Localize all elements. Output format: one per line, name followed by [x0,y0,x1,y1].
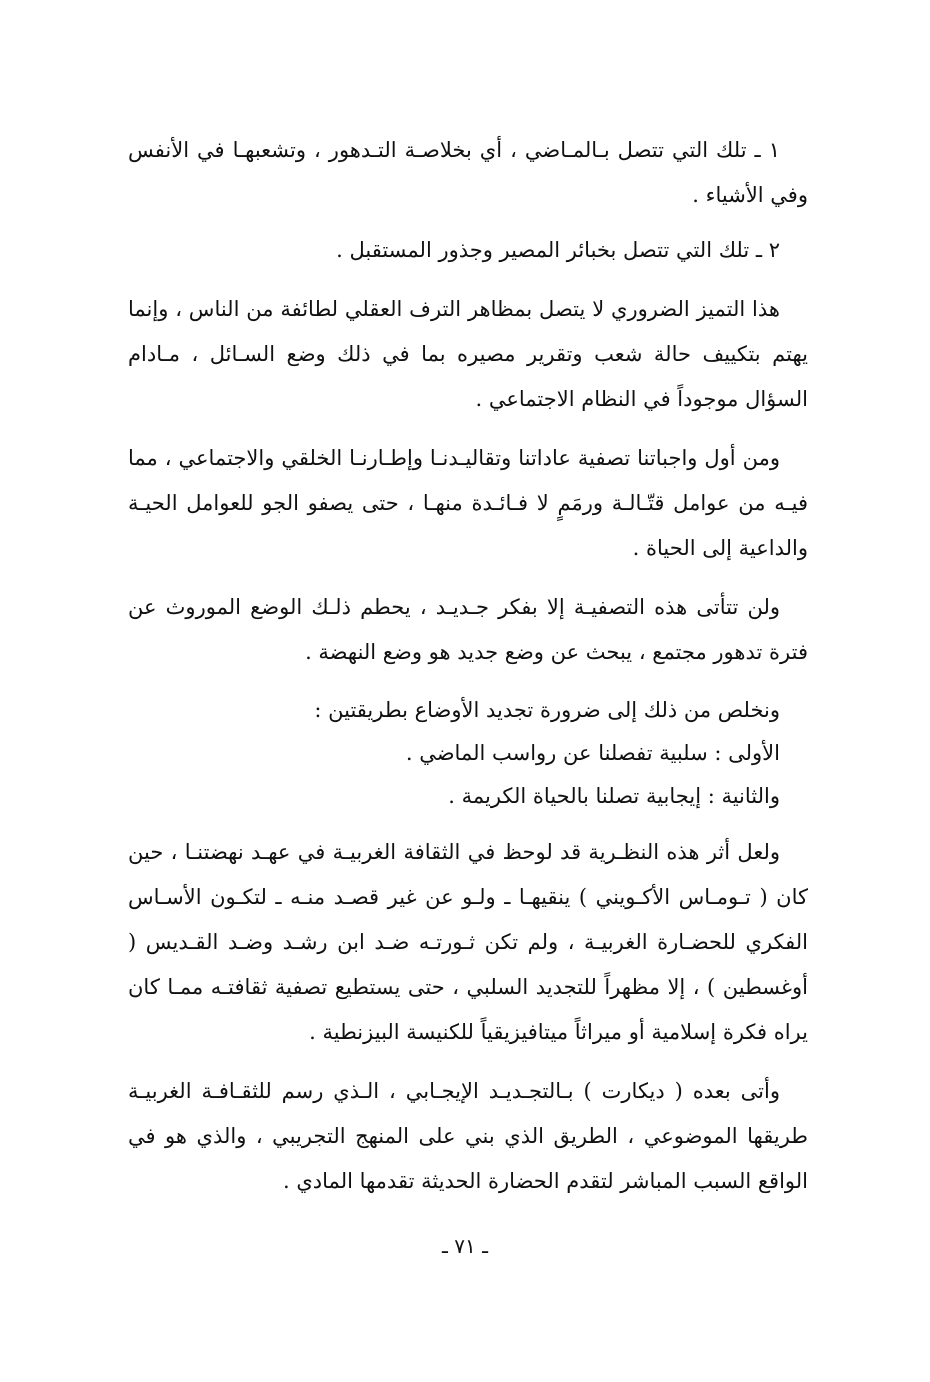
paragraph-point-two: ٢ ـ تلك التي تتصل بخبائر المصير وجذور المستقبل . [336,238,780,262]
paragraph-point-one: ١ ـ تلك التي تتصل بـالمـاضي ، أي بخلاصـة التـدهور ، وتشعبهـا في الأنفس وفي الأشياء . [128,138,808,207]
method-second-line: والثانية : إيجابية تصلنا بالحياة الكريمة . [448,784,780,808]
methods-intro-line: ونخلص من ذلك إلى ضرورة تجديد الأوضاع بطريقتين : [314,698,780,722]
page-number: ـ ٧١ ـ [442,1234,488,1258]
paragraph-first-duties: ومن أول واجباتنا تصفية عاداتنا وتقاليـدنـا وإطـارنـا الخلقي والاجتماعي ، مما فيـه من عوامل قتّـالـة ورمَمٍ لا فـائـدة منهـا ، حتى يصفو الجو للعوامل الحيـة والداعية إلى الحياة . [128,446,808,560]
paragraph-necessary-distinction: هذا التميز الضروري لا يتصل بمظاهر الترف العقلي لطائفة من الناس ، وإنما يهتم بتكييف حالة شعب وتقرير مصيره بما في ذلك وضع السـائل ، مـادام السؤال موجوداً في النظام الاجتماعي . [128,297,808,411]
paragraph-western-culture: ولعل أثر هذه النظـرية قد لوحظ في الثقافة الغربيـة في عهـد نهضتنـا ، حين كان ( تـومـاس الأكـويني ) ينقيهـا ـ ولـو عن غير قصـد منـه ـ لتكـون الأسـاس الفكري للحضـارة الغربيـة ، ولم تكن ثـورتـه ضـد ابن رشـد وضـد القـديس ( أوغسطين ) ، إلا مظهراً للتجديد السلبي ، حتى يستطيع تصفية ثقافتـه ممـا كان يراه فكرة إسلامية أو ميراثاً ميتافيزيقياً للكنيسة البيزنطية . [128,840,808,1044]
method-first-line: الأولى : سلبية تفصلنا عن رواسب الماضي . [405,741,780,765]
paragraph-descartes: وأتى بعده ( ديكارت ) بـالتجـديـد الإيجـابي ، الـذي رسم للثقـافـة الغربيـة طريقها الموضوعي ، الطريق الذي بني على المنهج التجريبي ، والذي هو في الواقع السبب المباشر لتقدم الحضارة الحديثة تقدمها المادي . [128,1079,808,1193]
page-body [128,128,808,1218]
renewal-methods-block [128,689,808,818]
paragraph-new-thought: ولن تتأتى هذه التصفيـة إلا بفكر جـديـد ، يحطم ذلـك الوضع الموروث عن فترة تدهور مجتمع ، يبحث عن وضع جديد هو وضع النهضة . [128,595,808,664]
